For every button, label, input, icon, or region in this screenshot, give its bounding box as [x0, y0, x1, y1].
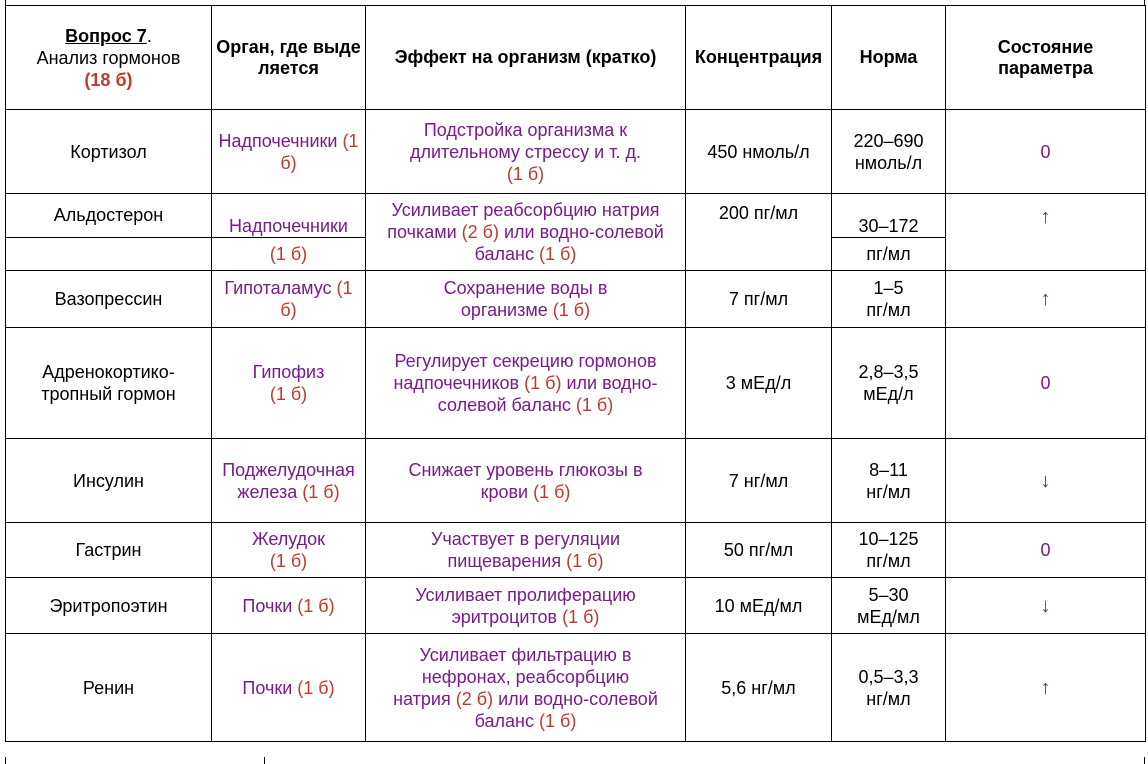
organ-text: Почки [242, 677, 293, 698]
hormone-name: Ренин [6, 634, 212, 742]
effect-points: (1 б) [533, 481, 571, 502]
concentration-cell: 7 нг/мл [686, 439, 832, 523]
norm-cell: 0,5–3,3 нг/мл [832, 634, 946, 742]
table-next-row-edge [5, 757, 1145, 764]
effect-cell [366, 634, 686, 742]
effect-text: Снижает уровень глюкозы в крови [408, 459, 643, 502]
table-row [6, 523, 1146, 578]
norm-cell: 8–11 нг/мл [832, 439, 946, 523]
effect-text: Подстройка организма к длительному стрессу и т. д. [409, 119, 641, 162]
table-row [6, 194, 1146, 238]
table-row [6, 439, 1146, 523]
norm-cell: 1–5 пг/мл [832, 271, 946, 328]
hormone-name: Гастрин [6, 523, 212, 578]
organ-cell-continuation [212, 238, 366, 271]
organ-text: Гипоталамус [224, 278, 332, 298]
organ-points: (1 б) [297, 677, 335, 698]
organ-cell [212, 634, 366, 742]
concentration-cell: 7 пг/мл [686, 271, 832, 328]
hormone-name: Кортизол [6, 110, 212, 194]
organ-points: (1 б) [269, 244, 308, 264]
concentration-cell: 3 мЕд/л [686, 328, 832, 439]
norm-cell: 220–690 нмоль/л [832, 110, 946, 194]
table-row [6, 271, 1146, 328]
table-row [6, 578, 1146, 634]
question-subtitle: Анализ гормонов [36, 47, 181, 68]
col-header-organ: Орган, где выделяется [212, 6, 366, 110]
state-cell: ↓ [946, 578, 1146, 634]
concentration-cell: 50 пг/мл [686, 523, 832, 578]
organ-cell [212, 328, 366, 439]
effect-cell [366, 194, 686, 271]
norm-cell: 10–125 пг/мл [832, 523, 946, 578]
norm-cell: 5–30 мЕд/мл [832, 578, 946, 634]
effect-text-alt: или водно-солевой баланс [474, 222, 664, 264]
question-points: (18 б) [84, 69, 133, 90]
state-cell: 0 [946, 110, 1146, 194]
effect-text: Усиливает пролиферацию эритроцитов [415, 584, 636, 627]
hormone-analysis-table [5, 5, 1146, 742]
effect-points-alt: (1 б) [539, 244, 577, 264]
organ-text: Надпочечники [218, 130, 338, 151]
organ-cell [212, 110, 366, 194]
effect-cell [366, 328, 686, 439]
hormone-name: Вазопрессин [6, 271, 212, 328]
effect-text-alt: или водно-солевой баланс [437, 373, 658, 415]
concentration-cell: 200 пг/мл [686, 194, 832, 271]
organ-cell: Надпочечники [212, 194, 366, 238]
norm-cell: 2,8–3,5 мЕд/л [832, 328, 946, 439]
question-header-cell [6, 6, 212, 110]
organ-cell [212, 271, 366, 328]
effect-cell [366, 578, 686, 634]
col-header-concentration: Концентрация [686, 6, 832, 110]
organ-text: Поджелудочная железа [222, 459, 355, 502]
concentration-cell: 5,6 нг/мл [686, 634, 832, 742]
effect-points: (1 б) [524, 373, 562, 393]
col-header-state: Состояние параметра [946, 6, 1146, 110]
table-row [6, 328, 1146, 439]
norm-cell: 30–172 [832, 194, 946, 238]
header-row [6, 6, 1146, 110]
state-cell: 0 [946, 328, 1146, 439]
effect-points: (1 б) [566, 551, 604, 571]
effect-text: Усиливает реабсорбцию натрия почками [387, 200, 660, 242]
effect-cell [366, 110, 686, 194]
effect-points: (2 б) [455, 688, 494, 709]
effect-points: (1 б) [562, 606, 600, 627]
col-header-effect: Эффект на организм (кратко) [366, 6, 686, 110]
table-next-row-divider [264, 757, 265, 764]
effect-cell [366, 439, 686, 523]
state-cell: ↑ [946, 194, 1146, 271]
table-row [6, 110, 1146, 194]
effect-text: Сохранение воды в организме [443, 278, 608, 320]
concentration-cell: 10 мЕд/мл [686, 578, 832, 634]
organ-cell [212, 578, 366, 634]
state-cell: ↑ [946, 271, 1146, 328]
norm-cell-unit: пг/мл [832, 238, 946, 271]
organ-points: (1 б) [302, 481, 340, 502]
effect-cell [366, 523, 686, 578]
effect-points: (2 б) [461, 222, 499, 242]
organ-points: (1 б) [269, 384, 308, 404]
col-header-norm: Норма [832, 6, 946, 110]
organ-text: Желудок [251, 529, 326, 549]
organ-points: (1 б) [269, 551, 308, 571]
effect-points-alt: (1 б) [539, 710, 577, 731]
hormone-name: Инсулин [6, 439, 212, 523]
hormone-name: Эритропоэтин [6, 578, 212, 634]
table-row [6, 634, 1146, 742]
organ-cell [212, 523, 366, 578]
organ-text: Гипофиз [252, 362, 325, 382]
effect-points: (1 б) [506, 163, 545, 184]
effect-cell [366, 271, 686, 328]
effect-text: Регулирует секрецию гормонов надпочечников [393, 351, 657, 393]
hormone-name-empty [6, 238, 212, 271]
hormone-name: Альдостерон [6, 194, 212, 238]
question-number: Вопрос 7 [65, 25, 147, 46]
state-cell: ↓ [946, 439, 1146, 523]
question-dot: . [146, 25, 152, 46]
organ-text: Почки [242, 595, 293, 616]
effect-points-alt: (1 б) [575, 395, 614, 415]
organ-points: (1 б) [280, 130, 359, 173]
concentration-cell: 450 нмоль/л [686, 110, 832, 194]
organ-points: (1 б) [280, 278, 353, 320]
effect-text: Участвует в регуляции пищеварения [430, 529, 621, 571]
effect-points: (1 б) [552, 300, 591, 320]
state-cell: 0 [946, 523, 1146, 578]
organ-points: (1 б) [297, 595, 335, 616]
state-cell: ↑ [946, 634, 1146, 742]
effect-text-alt: или водно-солевой баланс [474, 688, 658, 731]
hormone-name: Адренокортико-тропный гормон [6, 328, 212, 439]
organ-cell [212, 439, 366, 523]
effect-text: Усиливает фильтрацию в нефронах, реабсорбцию натрия [393, 644, 632, 709]
